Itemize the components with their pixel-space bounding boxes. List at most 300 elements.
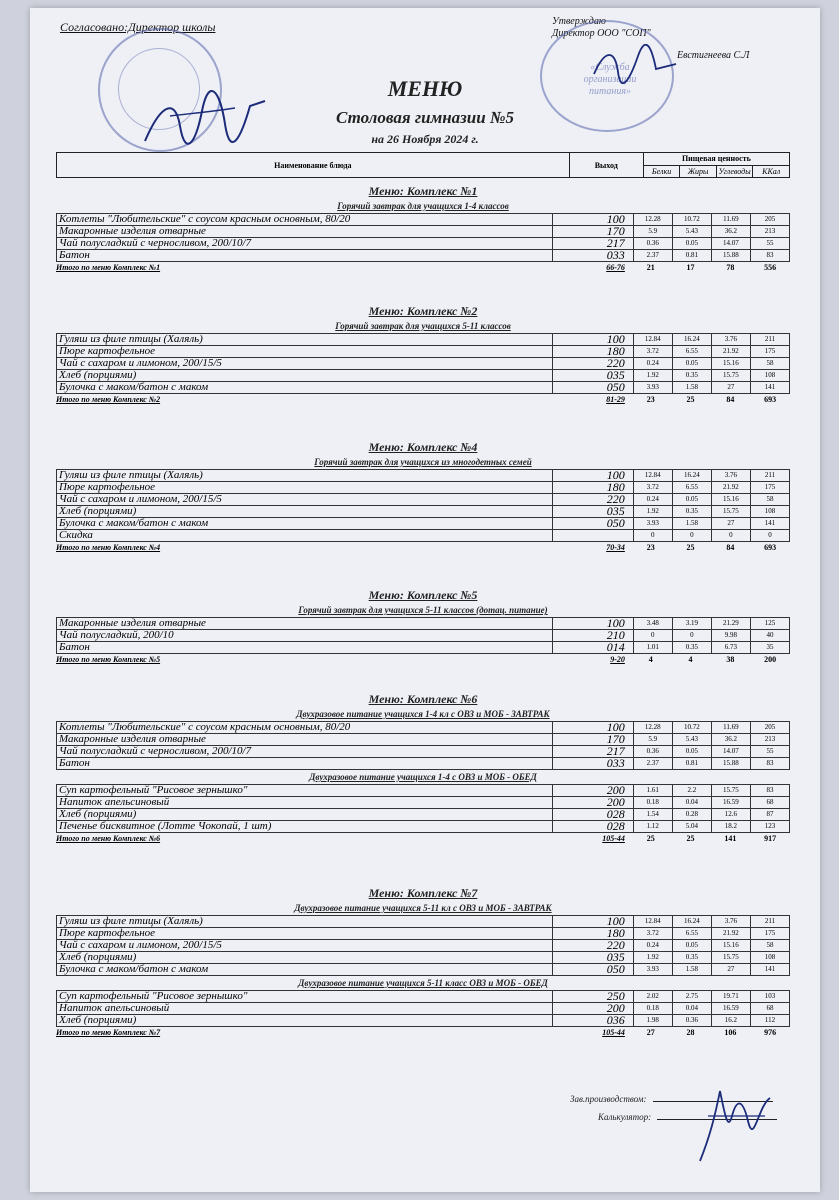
dish-fat: 2.2 — [672, 785, 711, 797]
dish-carbs: 18.2 — [711, 821, 750, 833]
col-name: Наименование блюда — [57, 153, 570, 178]
complex-section — [56, 440, 790, 554]
dish-carbs: 15.88 — [711, 250, 750, 262]
table-row — [57, 250, 790, 262]
dish-carbs: 15.75 — [711, 785, 750, 797]
table-row — [57, 785, 790, 797]
table-row — [57, 916, 790, 928]
group-subtitle: Горячий завтрак для учащихся 5-11 классов — [335, 321, 511, 331]
col-fat: Жиры — [680, 165, 717, 178]
table-row — [57, 809, 790, 821]
col-nutrition: Пищевая ценность — [643, 153, 789, 166]
dish-name: Булочка с маком/батон с маком — [57, 518, 553, 530]
dish-name: Чай полусладкий с черносливом, 200/10/7 — [57, 238, 553, 250]
dish-protein: 1.98 — [633, 1015, 672, 1027]
dish-kcal: 68 — [750, 1003, 789, 1015]
total-protein: 4 — [648, 655, 653, 664]
total-carbs: 84 — [726, 395, 735, 404]
table-row — [57, 964, 790, 976]
dish-yield: 170 — [552, 734, 633, 746]
dish-kcal: 141 — [750, 382, 789, 394]
menu-date: на 26 Ноября 2024 г. — [371, 132, 479, 146]
dish-fat: 0.04 — [672, 1003, 711, 1015]
dish-protein: 12.28 — [633, 722, 672, 734]
dish-table — [56, 617, 790, 654]
total-label: Итого по меню Комплекс №1 — [56, 263, 161, 272]
dish-fat: 0.28 — [672, 809, 711, 821]
dish-carbs: 16.59 — [711, 797, 750, 809]
dish-yield: 036 — [552, 1015, 633, 1027]
dish-yield: 050 — [552, 964, 633, 976]
dish-fat: 5.43 — [672, 734, 711, 746]
table-row — [57, 797, 790, 809]
table-row — [57, 821, 790, 833]
dish-name: Пюре картофельное — [57, 482, 553, 494]
complex-section — [56, 304, 790, 406]
dish-kcal: 83 — [750, 758, 789, 770]
dish-yield: 028 — [552, 821, 633, 833]
table-row — [57, 722, 790, 734]
dish-carbs: 9.98 — [711, 630, 750, 642]
total-price: 105-44 — [602, 1028, 625, 1037]
dish-yield: 170 — [552, 226, 633, 238]
total-carbs: 106 — [724, 1028, 737, 1037]
dish-carbs: 6.73 — [711, 642, 750, 654]
dish-yield: 033 — [552, 250, 633, 262]
footer-production-label: Зав.производством: — [570, 1094, 647, 1104]
total-protein: 23 — [646, 395, 655, 404]
dish-carbs: 15.75 — [711, 952, 750, 964]
complex-section — [56, 886, 790, 1039]
dish-protein: 3.72 — [633, 928, 672, 940]
dish-protein: 0.24 — [633, 494, 672, 506]
dish-carbs: 3.76 — [711, 334, 750, 346]
dish-yield: 100 — [552, 916, 633, 928]
dish-name: Гуляш из филе птицы (Халяль) — [57, 334, 553, 346]
dish-protein: 12.84 — [633, 916, 672, 928]
dish-yield: 035 — [552, 952, 633, 964]
dish-carbs: 14.07 — [711, 238, 750, 250]
dish-name: Чай полусладкий с черносливом, 200/10/7 — [57, 746, 553, 758]
dish-protein: 0 — [633, 530, 672, 542]
dish-fat: 0 — [672, 630, 711, 642]
table-row — [57, 226, 790, 238]
total-kcal: 200 — [764, 655, 777, 664]
table-row — [57, 370, 790, 382]
dish-yield: 217 — [552, 238, 633, 250]
dish-table — [56, 333, 790, 394]
dish-fat: 0.35 — [672, 370, 711, 382]
dish-name: Батон — [57, 250, 553, 262]
group-subtitle: Двухразовое питание учащихся 5-11 кл с ОВЗ и МОБ - ЗАВТРАК — [294, 903, 552, 913]
dish-kcal: 58 — [750, 940, 789, 952]
dish-fat: 0.05 — [672, 358, 711, 370]
dish-fat: 0.04 — [672, 797, 711, 809]
table-row — [57, 506, 790, 518]
dish-name: Чай с сахаром и лимоном, 200/15/5 — [57, 358, 553, 370]
table-row — [57, 214, 790, 226]
complex-section — [56, 588, 790, 666]
dish-carbs: 19.71 — [711, 991, 750, 1003]
dish-name: Печенье бисквитное (Лотте Чокопай, 1 шт) — [57, 821, 553, 833]
total-label: Итого по меню Комплекс №2 — [56, 395, 161, 404]
total-price: 66-76 — [606, 263, 625, 272]
dish-kcal: 103 — [750, 991, 789, 1003]
dish-protein: 0.36 — [633, 238, 672, 250]
dish-name: Хлеб (порциями) — [57, 952, 553, 964]
col-protein: Белки — [643, 165, 680, 178]
complex-title: Меню: Комплекс №5 — [368, 588, 478, 602]
menu-page — [30, 8, 820, 1192]
table-row — [57, 746, 790, 758]
dish-carbs: 12.6 — [711, 809, 750, 821]
dish-kcal: 83 — [750, 785, 789, 797]
total-kcal: 917 — [764, 834, 777, 843]
dish-carbs: 21.29 — [711, 618, 750, 630]
table-row — [57, 238, 790, 250]
dish-name: Хлеб (порциями) — [57, 809, 553, 821]
dish-carbs: 36.2 — [711, 226, 750, 238]
table-row — [57, 618, 790, 630]
dish-name: Булочка с маком/батон с маком — [57, 382, 553, 394]
table-row — [57, 1015, 790, 1027]
group-subtitle: Горячий завтрак для учащихся 1-4 классов — [337, 201, 509, 211]
dish-protein: 0.36 — [633, 746, 672, 758]
dish-kcal: 213 — [750, 226, 789, 238]
dish-name: Булочка с маком/батон с маком — [57, 964, 553, 976]
dish-protein: 2.37 — [633, 250, 672, 262]
dish-table — [56, 469, 790, 542]
dish-yield: 180 — [552, 482, 633, 494]
dish-fat: 0.35 — [672, 952, 711, 964]
dish-table — [56, 213, 790, 262]
dish-carbs: 16.2 — [711, 1015, 750, 1027]
dish-name: Макаронные изделия отварные — [57, 734, 553, 746]
group-subtitle: Двухразовое питание учащихся 5-11 класс ОВЗ и МОБ - ОБЕД — [298, 978, 548, 988]
dish-carbs: 15.88 — [711, 758, 750, 770]
dish-yield: 100 — [552, 722, 633, 734]
dish-kcal: 83 — [750, 250, 789, 262]
dish-name: Скидка — [57, 530, 553, 542]
dish-fat: 1.58 — [672, 518, 711, 530]
dish-yield: 050 — [552, 382, 633, 394]
dish-name: Чай с сахаром и лимоном, 200/15/5 — [57, 940, 553, 952]
dish-carbs: 27 — [711, 382, 750, 394]
approved-by-school: Согласовано:Директор школы — [60, 20, 216, 34]
total-label: Итого по меню Комплекс №6 — [56, 834, 161, 843]
dish-protein: 2.02 — [633, 991, 672, 1003]
dish-fat: 16.24 — [672, 334, 711, 346]
col-carbs: Углеводы — [716, 165, 753, 178]
dish-kcal: 58 — [750, 494, 789, 506]
dish-name: Гуляш из филе птицы (Халяль) — [57, 916, 553, 928]
dish-fat: 6.55 — [672, 928, 711, 940]
table-row — [57, 952, 790, 964]
dish-carbs: 15.75 — [711, 506, 750, 518]
dish-protein: 12.84 — [633, 334, 672, 346]
dish-fat: 10.72 — [672, 214, 711, 226]
dish-carbs: 11.69 — [711, 722, 750, 734]
complex-title: Меню: Комплекс №4 — [368, 440, 478, 454]
dish-name: Батон — [57, 758, 553, 770]
dish-protein: 3.72 — [633, 346, 672, 358]
dish-fat: 5.04 — [672, 821, 711, 833]
dish-name: Гуляш из филе птицы (Халяль) — [57, 470, 553, 482]
dish-name: Суп картофельный "Рисовое зернышко" — [57, 991, 553, 1003]
total-fat: 25 — [686, 543, 695, 552]
dish-yield: 250 — [552, 991, 633, 1003]
dish-protein: 5.9 — [633, 226, 672, 238]
dish-yield: 100 — [552, 214, 633, 226]
dish-name: Напиток апельсиновый — [57, 797, 553, 809]
dish-protein: 3.93 — [633, 964, 672, 976]
dish-fat: 6.55 — [672, 482, 711, 494]
total-price: 9-20 — [610, 655, 625, 664]
dish-yield: 180 — [552, 928, 633, 940]
total-price: 70-34 — [606, 543, 625, 552]
dish-protein: 3.48 — [633, 618, 672, 630]
dish-kcal: 68 — [750, 797, 789, 809]
total-fat: 25 — [686, 834, 695, 843]
dish-name: Пюре картофельное — [57, 928, 553, 940]
dish-kcal: 55 — [750, 746, 789, 758]
total-protein: 25 — [646, 834, 655, 843]
dish-name: Напиток апельсиновый — [57, 1003, 553, 1015]
dish-protein: 5.9 — [633, 734, 672, 746]
complex-total — [56, 654, 790, 666]
dish-fat: 16.24 — [672, 470, 711, 482]
dish-kcal: 55 — [750, 238, 789, 250]
dish-kcal: 205 — [750, 722, 789, 734]
dish-fat: 0.81 — [672, 250, 711, 262]
dish-fat: 2.75 — [672, 991, 711, 1003]
dish-name: Суп картофельный "Рисовое зернышко" — [57, 785, 553, 797]
total-kcal: 556 — [764, 263, 777, 272]
dish-kcal: 35 — [750, 642, 789, 654]
dish-yield: 014 — [552, 642, 633, 654]
total-carbs: 141 — [724, 834, 737, 843]
table-row — [57, 358, 790, 370]
dish-kcal: 211 — [750, 470, 789, 482]
table-row — [57, 1003, 790, 1015]
complex-section — [56, 184, 790, 274]
dish-protein: 3.93 — [633, 382, 672, 394]
dish-carbs: 21.92 — [711, 346, 750, 358]
table-row — [57, 940, 790, 952]
table-row — [57, 758, 790, 770]
dish-fat: 0.36 — [672, 1015, 711, 1027]
total-carbs: 84 — [726, 543, 735, 552]
total-kcal: 693 — [764, 543, 777, 552]
dish-protein: 1.54 — [633, 809, 672, 821]
complex-title: Меню: Комплекс №2 — [368, 304, 478, 318]
dish-name: Макаронные изделия отварные — [57, 618, 553, 630]
page-subtitle: Столовая гимназии №5 — [335, 108, 515, 127]
dish-kcal: 211 — [750, 916, 789, 928]
dish-kcal: 205 — [750, 214, 789, 226]
total-protein: 21 — [646, 263, 655, 272]
dish-carbs: 15.75 — [711, 370, 750, 382]
total-price: 105-44 — [602, 834, 625, 843]
dish-protein: 3.72 — [633, 482, 672, 494]
table-row — [57, 928, 790, 940]
dish-kcal: 108 — [750, 506, 789, 518]
dish-kcal: 141 — [750, 964, 789, 976]
table-row — [57, 518, 790, 530]
dish-protein: 12.28 — [633, 214, 672, 226]
dish-name: Батон — [57, 642, 553, 654]
dish-name: Чай полусладкий, 200/10 — [57, 630, 553, 642]
dish-kcal: 108 — [750, 952, 789, 964]
dish-kcal: 175 — [750, 346, 789, 358]
footer-calculator-label: Калькулятор: — [598, 1112, 652, 1122]
complex-title: Меню: Комплекс №7 — [368, 886, 478, 900]
dish-yield: 035 — [552, 506, 633, 518]
dish-carbs: 3.76 — [711, 916, 750, 928]
complex-total — [56, 394, 790, 406]
table-row — [57, 630, 790, 642]
complex-title: Меню: Комплекс №6 — [368, 692, 478, 706]
dish-kcal: 141 — [750, 518, 789, 530]
dish-kcal: 40 — [750, 630, 789, 642]
dish-kcal: 213 — [750, 734, 789, 746]
table-row — [57, 530, 790, 542]
total-label: Итого по меню Комплекс №5 — [56, 655, 161, 664]
table-row — [57, 642, 790, 654]
dish-kcal: 112 — [750, 1015, 789, 1027]
dish-table — [56, 990, 790, 1027]
dish-carbs: 15.16 — [711, 358, 750, 370]
dish-yield: 100 — [552, 334, 633, 346]
dish-name: Котлеты "Любительские" с соусом красным основным, 80/20 — [57, 214, 553, 226]
complex-title: Меню: Комплекс №1 — [368, 184, 478, 198]
dish-protein: 0.18 — [633, 1003, 672, 1015]
col-yield: Выход — [569, 153, 643, 178]
dish-yield: 100 — [552, 618, 633, 630]
dish-kcal: 123 — [750, 821, 789, 833]
dish-protein: 0.24 — [633, 358, 672, 370]
dish-kcal: 87 — [750, 809, 789, 821]
dish-protein: 3.93 — [633, 518, 672, 530]
dish-protein: 1.12 — [633, 821, 672, 833]
dish-yield: 100 — [552, 470, 633, 482]
table-row — [57, 734, 790, 746]
complex-section — [56, 692, 790, 845]
total-protein: 27 — [646, 1028, 655, 1037]
dish-fat: 1.58 — [672, 382, 711, 394]
dish-yield: 035 — [552, 370, 633, 382]
dish-carbs: 3.76 — [711, 470, 750, 482]
table-row — [57, 382, 790, 394]
dish-name: Хлеб (порциями) — [57, 506, 553, 518]
dish-fat: 0 — [672, 530, 711, 542]
total-carbs: 78 — [726, 263, 735, 272]
dish-protein: 0.18 — [633, 797, 672, 809]
dish-table — [56, 915, 790, 976]
group-subtitle: Горячий завтрак для учащихся 5-11 классов (дотац. питание) — [298, 605, 548, 615]
group-subtitle: Горячий завтрак для учащихся из многодетных семей — [314, 457, 532, 467]
dish-carbs: 14.07 — [711, 746, 750, 758]
dish-fat: 16.24 — [672, 916, 711, 928]
dish-yield: 210 — [552, 630, 633, 642]
dish-yield — [552, 530, 633, 542]
group-subtitle: Двухразовое питание учащихся 1-4 с ОВЗ и МОБ - ОБЕД — [309, 772, 537, 782]
complex-total — [56, 833, 790, 845]
dish-kcal: 0 — [750, 530, 789, 542]
page-title: МЕНЮ — [387, 76, 463, 101]
total-fat: 4 — [688, 655, 693, 664]
dish-yield: 200 — [552, 797, 633, 809]
dish-name: Макаронные изделия отварные — [57, 226, 553, 238]
complex-total — [56, 262, 790, 274]
approval-director: Директор ООО "СОП" — [552, 28, 651, 39]
complex-total — [56, 542, 790, 554]
footer-signature — [670, 1076, 780, 1166]
dish-kcal: 175 — [750, 928, 789, 940]
total-price: 81-29 — [606, 395, 625, 404]
dish-protein: 1.92 — [633, 952, 672, 964]
dish-protein: 0 — [633, 630, 672, 642]
dish-yield: 033 — [552, 758, 633, 770]
total-protein: 23 — [646, 543, 655, 552]
table-row — [57, 470, 790, 482]
dish-yield: 200 — [552, 785, 633, 797]
dish-protein: 0.24 — [633, 940, 672, 952]
dish-carbs: 15.16 — [711, 494, 750, 506]
dish-protein: 1.92 — [633, 370, 672, 382]
col-kcal: ККал — [753, 165, 790, 178]
dish-yield: 028 — [552, 809, 633, 821]
dish-protein: 1.61 — [633, 785, 672, 797]
total-fat: 28 — [686, 1028, 695, 1037]
dish-fat: 0.05 — [672, 746, 711, 758]
dish-kcal: 211 — [750, 334, 789, 346]
dish-carbs: 15.16 — [711, 940, 750, 952]
dish-protein: 12.84 — [633, 470, 672, 482]
dish-carbs: 27 — [711, 964, 750, 976]
complex-total — [56, 1027, 790, 1039]
dish-name: Чай с сахаром и лимоном, 200/15/5 — [57, 494, 553, 506]
total-fat: 25 — [686, 395, 695, 404]
dish-name: Котлеты "Любительские" с соусом красным основным, 80/20 — [57, 722, 553, 734]
total-kcal: 693 — [764, 395, 777, 404]
table-row — [57, 991, 790, 1003]
company-stamp-text: «Служба организации питания» — [583, 62, 637, 97]
dish-yield: 220 — [552, 940, 633, 952]
table-row — [57, 334, 790, 346]
dish-protein: 2.37 — [633, 758, 672, 770]
dish-yield: 220 — [552, 358, 633, 370]
dish-carbs: 21.92 — [711, 928, 750, 940]
dish-protein: 1.92 — [633, 506, 672, 518]
dish-fat: 0.81 — [672, 758, 711, 770]
total-fat: 17 — [686, 263, 695, 272]
dish-fat: 0.05 — [672, 940, 711, 952]
dish-carbs: 11.69 — [711, 214, 750, 226]
total-kcal: 976 — [764, 1028, 777, 1037]
dish-yield: 180 — [552, 346, 633, 358]
dish-fat: 0.35 — [672, 642, 711, 654]
dish-carbs: 21.92 — [711, 482, 750, 494]
dish-yield: 217 — [552, 746, 633, 758]
dish-name: Хлеб (порциями) — [57, 1015, 553, 1027]
table-row — [57, 482, 790, 494]
dish-fat: 0.35 — [672, 506, 711, 518]
dish-fat: 3.19 — [672, 618, 711, 630]
signer-name: Евстигнеева С.Л — [677, 50, 750, 61]
dish-fat: 0.05 — [672, 494, 711, 506]
total-label: Итого по меню Комплекс №4 — [56, 543, 161, 552]
